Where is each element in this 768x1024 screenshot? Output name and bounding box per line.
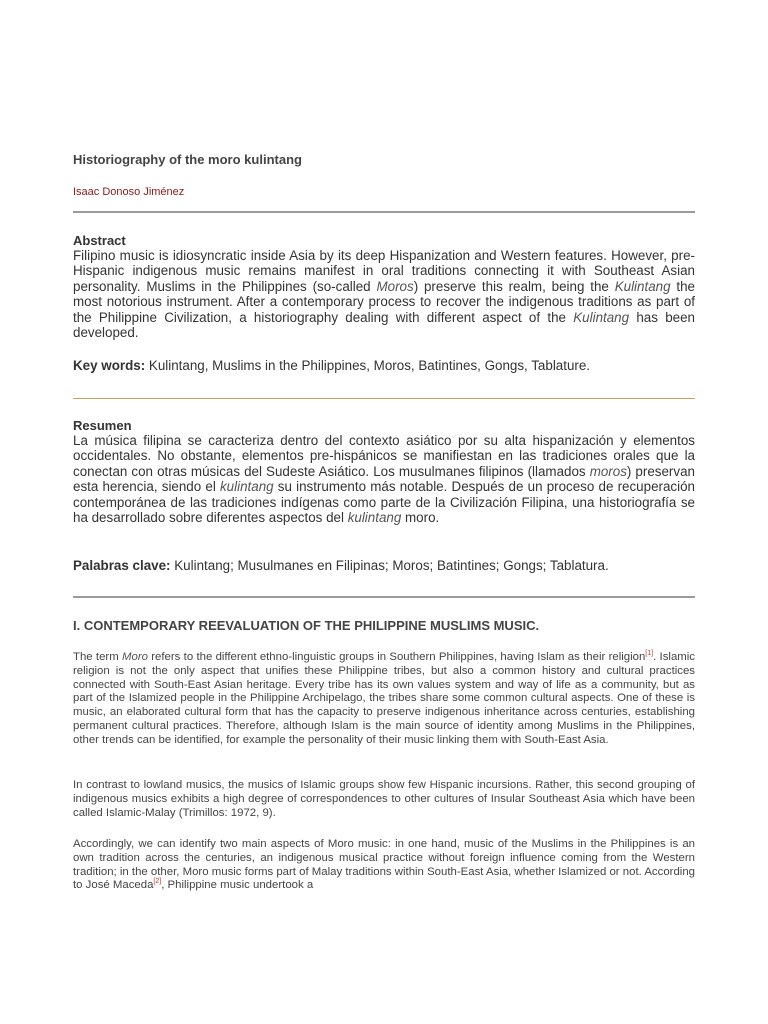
author-link[interactable]: Isaac Donoso Jiménez	[73, 186, 185, 198]
footnote-link[interactable]: [2]	[153, 878, 162, 886]
keywords	[73, 358, 695, 373]
section-body	[73, 779, 695, 820]
text-part: . Islamic religion is not the only aspect that unifies these Philippine tribes, but also a common history and cultural practices connected with South-East Asian heritage. Every tribe has its own values system and way of life as a community, but as part of the Islamized people in the Philippine Archipelago, the tribes share some common cultural aspects. One of these is music, an elaborated cultural form that has the capacity to preserve indigenous inheritance across centuries, establishing permanent cultural practices. Therefore, although Islam is the main source of identity among Muslims in the Philippines, other trends can be identified, for example the personality of their music linking them with South-East Asia.	[73, 651, 695, 746]
italic-term: Moro	[122, 651, 148, 663]
abstract-heading: Abstract	[73, 233, 126, 248]
resumen-text-part: ) preservan esta herencia, siendo el	[73, 463, 695, 495]
divider	[73, 398, 695, 399]
keywords-list: Kulintang, Muslims in the Philippines, Moros, Batintines, Gongs, Tablature.	[145, 358, 591, 373]
abstract-italic-term: Kulintang	[614, 278, 671, 294]
text-part: The term	[73, 651, 122, 663]
section-body	[73, 651, 695, 748]
abstract-text-part: the most notorious instrument. After a contemporary process to recover the indigenous traditions as part of the Philippine Civilization, a historiography dealing with different aspect of the	[73, 278, 695, 325]
abstract-italic-term: Kulintang	[573, 309, 630, 325]
abstract-text-part: ) preserve this realm, being the	[413, 278, 615, 294]
resumen-text-part: La música filipina se caracteriza dentro del contexto asiático por su alta hispanización y elementos occidentales. No obstante, elementos pre-hispánicos se manifiestan en las tradiciones orales que la conectan con otras músicas del Sudeste Asiático. Los musulmanes filipinos (llamados	[73, 433, 695, 479]
article-title: Historiography of the moro kulintang	[73, 152, 302, 167]
divider	[73, 596, 695, 598]
resumen-italic-term: kulintang	[219, 479, 274, 495]
resumen-italic-term: moros	[589, 463, 627, 479]
abstract-text-part: has been developed.	[73, 309, 695, 341]
abstract-italic-term: Moros	[376, 278, 414, 294]
resumen-heading: Resumen	[73, 418, 132, 433]
section-title: I. CONTEMPORARY REEVALUATION OF THE PHILIPPINE MUSLIMS MUSIC.	[73, 618, 540, 633]
resumen-text	[73, 433, 695, 525]
paragraph	[73, 838, 695, 893]
divider	[73, 211, 695, 213]
resumen-text-part: moro.	[401, 510, 440, 526]
paragraph: In contrast to lowland musics, the musics of Islamic groups show few Hispanic incursions. Rather, this second grouping of indigenous musics exhibits a high degree of correspondences to other cultures of Insular Southeast Asia which have been called Islamic-Malay (Trimillos: 1972, 9).	[73, 779, 695, 819]
resumen-section	[73, 418, 695, 525]
text-part: , Philippine music undertook a	[161, 879, 314, 892]
footnote-link[interactable]: [1]	[645, 650, 654, 657]
abstract-text	[73, 248, 695, 340]
text-part: refers to the different ethno-linguistic groups in Southern Philippines, having Islam as their religion	[147, 651, 646, 663]
palabras-clave	[73, 558, 695, 573]
abstract-text-part: Filipino music is idiosyncratic inside Asia by its deep Hispanization and Western features. However, pre-Hispanic indigenous music remains manifest in oral traditions connecting it with Southeast Asian personality. Muslims in the Philippines (so-called	[73, 248, 695, 294]
paragraph	[73, 651, 695, 748]
palabras-clave-label: Palabras clave:	[73, 558, 171, 573]
resumen-italic-term: kulintang	[347, 510, 402, 526]
abstract-section	[73, 233, 695, 340]
palabras-clave-list: Kulintang; Musulmanes en Filipinas; Moros; Batintines; Gongs; Tablatura.	[170, 558, 609, 573]
text-part: Accordingly, we can identify two main aspects of Moro music: in one hand, music of the Muslims in the Philippines is an own tradition across the centuries, an indigenous musical practice without foreign influence coming from the Western tradition; in the other, Moro music forms part of Malay traditions within South-East Asia, whether Islamized or not. According to José Maceda	[73, 838, 695, 892]
section-body	[73, 838, 695, 893]
keywords-label: Key words:	[73, 358, 146, 373]
resumen-text-part: su instrumento más notable. Después de un proceso de recuperación contemporánea de las tradiciones indígenas como parte de la Civilización Filipina, una historiografía se ha desarrollado sobre diferentes aspectos del	[73, 479, 695, 526]
